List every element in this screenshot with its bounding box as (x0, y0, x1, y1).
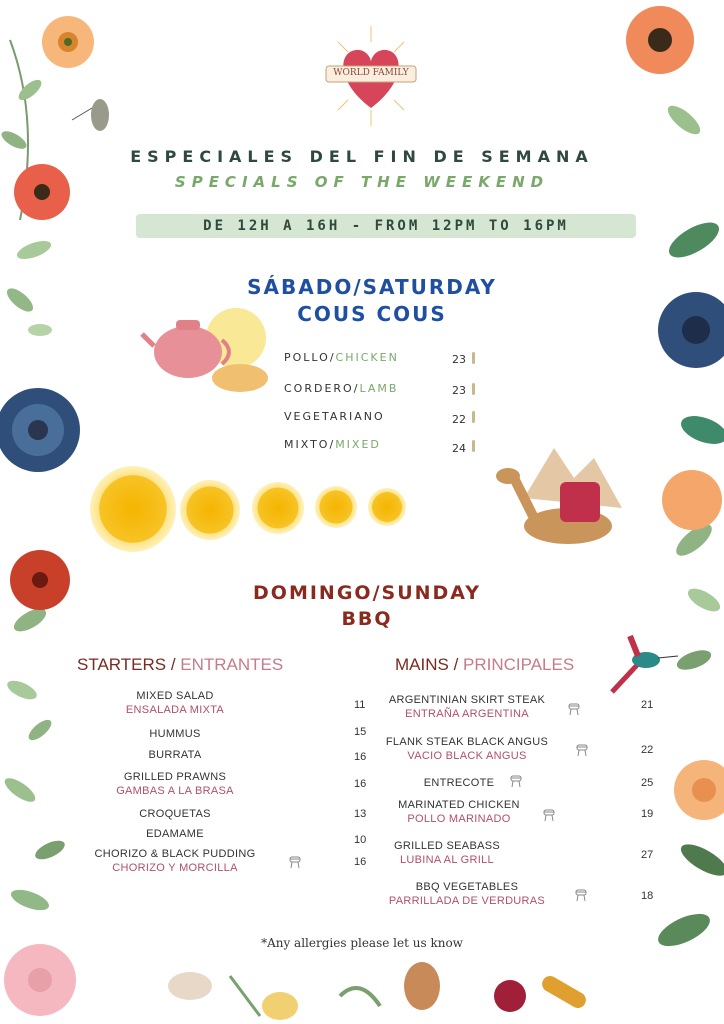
item-price: 16 (354, 856, 367, 868)
cous-item: MIXTO/MIXED (284, 438, 381, 451)
cous-price: 23 (452, 384, 466, 397)
brand-logo (316, 22, 426, 130)
flower-icon (626, 6, 724, 820)
list-item: BBQ VEGETABLES PARRILLADA DE VERDURAS (388, 881, 546, 907)
hummingbird-icon (72, 99, 109, 131)
item-price: 13 (354, 808, 367, 820)
cous-price: 22 (452, 413, 466, 426)
grill-icon (510, 774, 522, 788)
starters-heading: STARTERS / ENTRANTES (77, 655, 284, 674)
list-item: FLANK STEAK BLACK ANGUS VACIO BLACK ANGUS (385, 736, 549, 762)
saturday-day: SÁBADO/SATURDAY (247, 275, 497, 299)
wheat-icon (472, 440, 475, 452)
item-price: 16 (354, 778, 367, 790)
hummingbird-icon (608, 634, 680, 694)
list-item: GRILLED SEABASS LUBINA AL GRILL (394, 840, 500, 866)
wheat-icon (472, 383, 475, 395)
mains-heading: MAINS / PRINCIPALES (395, 655, 575, 674)
item-price: 25 (641, 777, 654, 789)
page-title: ESPECIALES DEL FIN DE SEMANA (130, 147, 594, 166)
sunday-dish: BBQ (341, 608, 393, 630)
list-item: CROQUETAS (139, 808, 211, 820)
cous-item: POLLO/CHICKEN (284, 351, 399, 364)
list-item: MIXED SALAD ENSALADA MIXTA (125, 690, 225, 716)
cous-price: 23 (452, 353, 466, 366)
item-price: 22 (641, 744, 654, 756)
wheat-icon (472, 411, 475, 423)
cous-price: 24 (452, 442, 466, 455)
grill-icon (289, 855, 301, 869)
item-price: 11 (354, 699, 366, 711)
item-price: 16 (354, 751, 367, 763)
teapot-icon (140, 306, 270, 398)
list-item: HUMMUS (149, 728, 201, 740)
list-item: GRILLED PRAWNS GAMBAS A LA BRASA (116, 771, 234, 797)
list-item: MARINATED CHICKEN POLLO MARINADO (398, 799, 520, 825)
grill-icon (543, 808, 555, 822)
sunday-day: DOMINGO/SUNDAY (253, 582, 481, 604)
item-price: 15 (354, 726, 367, 738)
item-price: 10 (354, 834, 367, 846)
saturday-heading (0, 274, 724, 328)
grill-icon (568, 702, 580, 716)
sun-icon (315, 486, 357, 528)
item-price: 27 (641, 849, 654, 861)
list-item: CHORIZO & BLACK PUDDING CHORIZO Y MORCILLA (94, 848, 256, 874)
saturday-dish: COUS COUS (297, 302, 447, 326)
list-item: BURRATA (148, 749, 202, 761)
sun-icon (368, 488, 406, 526)
wheat-icon (472, 352, 475, 364)
hours-banner: DE 12H A 16H - FROM 12PM TO 16PM (136, 214, 636, 238)
item-price: 18 (641, 890, 654, 902)
sun-icon (90, 466, 176, 552)
item-price: 19 (641, 808, 654, 820)
cous-item: VEGETARIANO (284, 410, 385, 423)
list-item: ENTRECOTE (423, 777, 495, 789)
list-item: ARGENTINIAN SKIRT STEAK ENTRAÑA ARGENTINA (388, 694, 546, 720)
vegetables-icon (150, 956, 590, 1024)
camel-icon (494, 438, 624, 550)
item-price: 21 (641, 699, 654, 711)
sunday-heading (0, 580, 724, 632)
list-item: EDAMAME (146, 828, 204, 840)
grill-icon (576, 743, 588, 757)
page-subtitle: SPECIALS OF THE WEEKEND (174, 173, 550, 191)
sun-icon (180, 480, 240, 540)
cous-item: CORDERO/LAMB (284, 382, 399, 395)
logo-text: WORLD FAMILY (333, 68, 409, 78)
allergy-note: *Any allergies please let us know (261, 936, 463, 950)
grill-icon (575, 888, 587, 902)
sun-icon (252, 482, 304, 534)
